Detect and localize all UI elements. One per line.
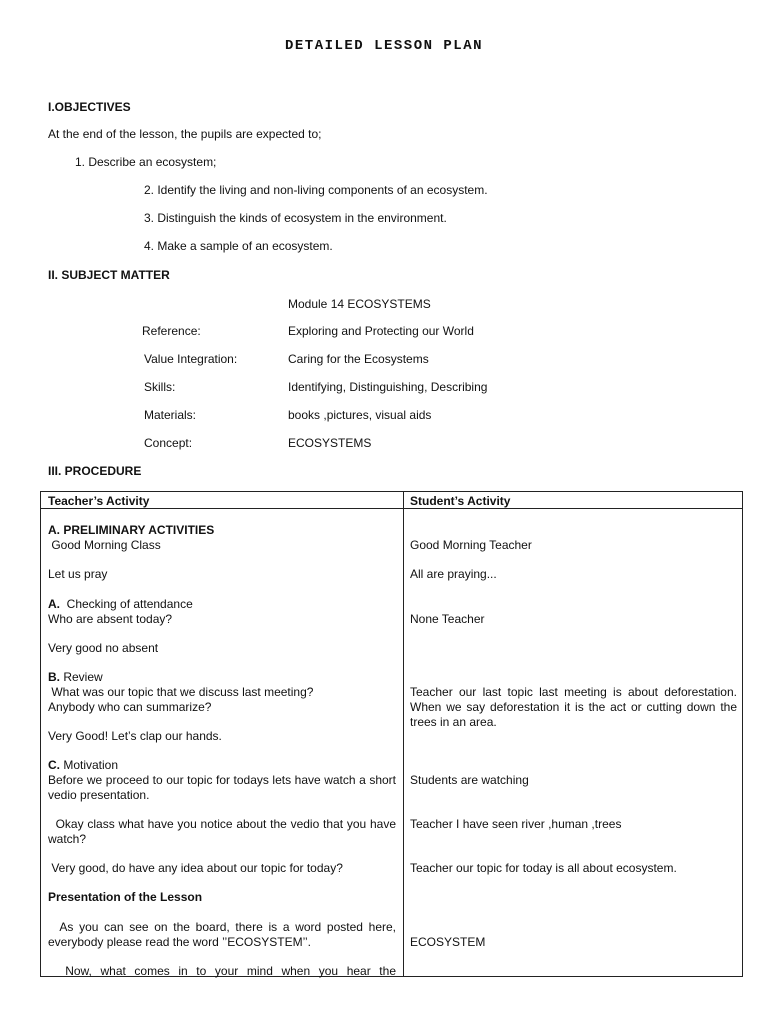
subject-label: Concept: (144, 436, 193, 450)
teacher-greeting: Good Morning Class (48, 538, 161, 552)
objective-item: 1. Describe an ecosystem; (75, 155, 217, 169)
objectives-heading: I.OBJECTIVES (48, 100, 131, 114)
attendance-letter: A. (48, 597, 60, 611)
subject-value: books ,pictures, visual aids (288, 408, 432, 422)
teacher-pray: Let us pray (48, 567, 108, 581)
teacher-motivation-body: Before we proceed to our topic for todays lets have watch a short vedio presentation. (48, 773, 396, 802)
motivation-heading (48, 758, 396, 773)
teacher-review-summarize: Anybody who can summarize? (48, 700, 212, 714)
student-none-absent: None Teacher (410, 612, 485, 626)
module-title: Module 14 ECOSYSTEMS (288, 297, 431, 311)
subject-value: Exploring and Protecting our World (288, 324, 474, 338)
objective-item: 3. Distinguish the kinds of ecosystem in the environment. (144, 211, 447, 225)
student-ecosystem: ECOSYSTEM (410, 935, 486, 949)
teacher-no-absent: Very good no absent (48, 641, 159, 655)
subject-value: Caring for the Ecosystems (288, 352, 429, 366)
subject-label: Materials: (144, 408, 197, 422)
objective-item: 4. Make a sample of an ecosystem. (144, 239, 333, 253)
objective-item: 2. Identify the living and non-living components of an ecosystem. (144, 183, 488, 197)
objectives-intro: At the end of the lesson, the pupils are expected to; (48, 127, 322, 141)
teacher-board-instruction: As you can see on the board, there is a word posted here, everybody please read the word ’’ECOSYSTEM’’. (48, 920, 400, 949)
student-watching: Students are watching (410, 773, 529, 787)
column-divider (403, 492, 404, 976)
procedure-heading: III. PROCEDURE (48, 464, 142, 478)
teacher-column-header: Teacher’s Activity (48, 494, 150, 508)
review-heading (48, 670, 396, 685)
subject-label: Value Integration: (144, 352, 238, 366)
teacher-clap: Very Good! Let’s clap our hands. (48, 729, 222, 743)
header-divider (41, 508, 742, 509)
teacher-who-absent: Who are absent today? (48, 612, 173, 626)
presentation-heading: Presentation of the Lesson (48, 890, 203, 904)
review-text: Review (60, 670, 103, 684)
motivation-letter: C. (48, 758, 60, 772)
teacher-notice-question: Okay class what have you notice about the vedio that you have watch? (48, 817, 400, 846)
teacher-idea-question: Very good, do have any idea about our topic for today? (48, 861, 343, 875)
attendance-heading (48, 597, 396, 612)
student-topic: Teacher our topic for today is all about ecosystem. (410, 861, 677, 875)
student-column-header: Student’s Activity (410, 494, 511, 508)
subject-value: ECOSYSTEMS (288, 436, 372, 450)
preliminary-heading: A. PRELIMINARY ACTIVITIES (48, 523, 215, 537)
subject-value: Identifying, Distinguishing, Describing (288, 380, 488, 394)
student-praying: All are praying... (410, 567, 497, 581)
teacher-review-question: What was our topic that we discuss last meeting? (48, 685, 314, 699)
motivation-text: Motivation (60, 758, 119, 772)
student-review-answer: Teacher our last topic last meeting is about deforestation. When we say deforestation it is the act or cutting down the trees in an area. (410, 685, 737, 729)
attendance-text: Checking of attendance (60, 597, 193, 611)
student-greeting: Good Morning Teacher (410, 538, 532, 552)
teacher-comes-to-mind: Now, what comes in to your mind when you hear the (48, 964, 396, 978)
student-seen: Teacher I have seen river ,human ,trees (410, 817, 622, 831)
page-title: DETAILED LESSON PLAN (284, 38, 484, 54)
review-letter: B. (48, 670, 60, 684)
subject-matter-heading: II. SUBJECT MATTER (48, 268, 170, 282)
subject-label: Skills: (144, 380, 176, 394)
procedure-table (40, 491, 743, 977)
subject-label: Reference: (142, 324, 201, 338)
